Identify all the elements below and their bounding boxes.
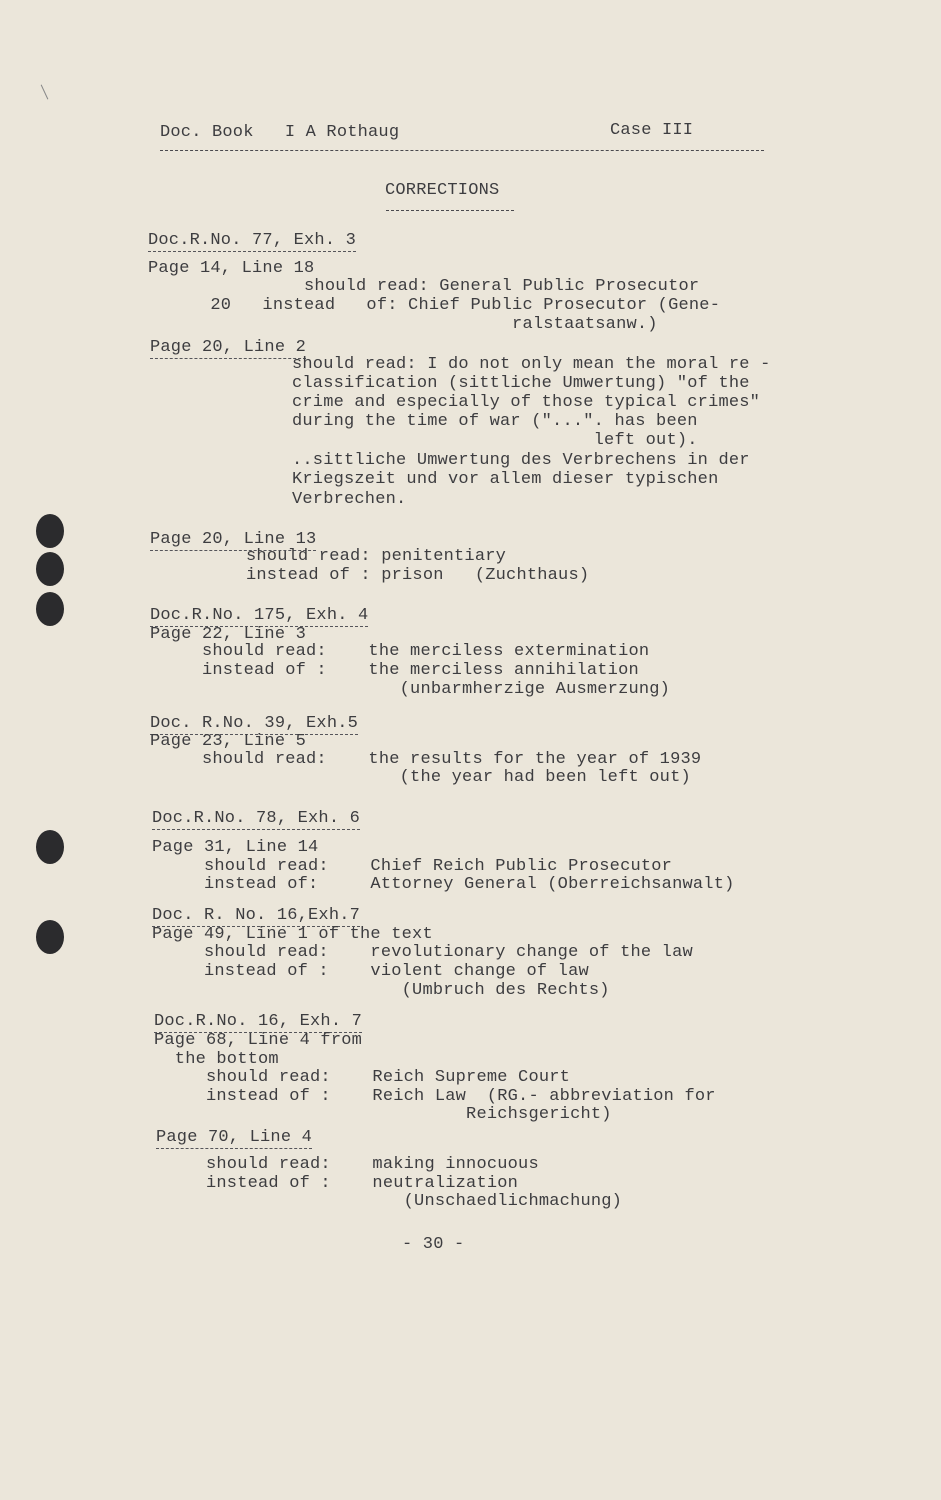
title-rule bbox=[386, 210, 514, 211]
entry-line: Page 49, Line 1 of the text bbox=[152, 925, 433, 944]
paper-mark bbox=[41, 85, 49, 100]
entry-line: (the year had been left out) bbox=[150, 768, 691, 787]
entry-line: (Unschaedlichmachung) bbox=[154, 1192, 623, 1211]
entry-line: Reichsgericht) bbox=[154, 1105, 612, 1124]
entry-reference: Page 70, Line 4 bbox=[156, 1128, 313, 1147]
entry-reference: Doc. R. No. 16,Exh.7 bbox=[152, 906, 361, 925]
entry-line: (unbarmherzige Ausmerzung) bbox=[150, 680, 671, 699]
entry-line: classification (sittliche Umwertung) "of the bbox=[292, 374, 750, 393]
entry-line: 20 instead of: Chief Public Prosecutor (Gene- bbox=[148, 296, 721, 315]
entry-line: ralstaatsanw.) bbox=[148, 315, 658, 334]
entry-line: instead of : Reich Law (RG.- abbreviation for bbox=[154, 1087, 716, 1106]
entry-line: should read: Reich Supreme Court bbox=[154, 1068, 571, 1087]
entry-line: Page 23, Line 5 bbox=[150, 732, 307, 751]
page-number: - 30 - bbox=[402, 1235, 465, 1254]
entry-reference: Doc. R.No. 39, Exh.5 bbox=[150, 714, 359, 733]
entry-line: should read: revolutionary change of the law bbox=[152, 943, 693, 962]
entry-line: Verbrechen. bbox=[292, 490, 407, 509]
entry-line: ..sittliche Umwertung des Verbrechens in der bbox=[292, 451, 750, 470]
entry-line: Kriegszeit und vor allem dieser typischen bbox=[292, 470, 719, 489]
entry-reference: Doc.R.No. 77, Exh. 3 bbox=[148, 231, 357, 250]
doc-book-header: Doc. Book I A Rothaug bbox=[160, 123, 400, 142]
entry-line: instead of: Attorney General (Oberreichsanwalt) bbox=[152, 875, 735, 894]
punch-hole bbox=[36, 830, 64, 864]
entry-line: during the time of war ("...". has been bbox=[292, 412, 698, 431]
entry-line: should read: I do not only mean the moral re - bbox=[292, 355, 771, 374]
entry-line: Page 68, Line 4 from bbox=[154, 1031, 363, 1050]
punch-hole bbox=[36, 552, 64, 586]
entry-line: should read: penitentiary bbox=[246, 547, 507, 566]
entry-reference: Page 20, Line 13 bbox=[150, 530, 317, 549]
entry-line: (Umbruch des Rechts) bbox=[152, 981, 610, 1000]
entry-line: Page 22, Line 3 bbox=[150, 625, 307, 644]
entry-line: instead of : prison (Zuchthaus) bbox=[246, 566, 590, 585]
entry-line: the bottom bbox=[154, 1050, 279, 1069]
entry-line: left out). bbox=[292, 431, 698, 450]
entry-reference: Doc.R.No. 16, Exh. 7 bbox=[154, 1012, 363, 1031]
case-header: Case III bbox=[610, 121, 694, 140]
entry-line: instead of : violent change of law bbox=[152, 962, 589, 981]
entry-line: Page 31, Line 14 bbox=[152, 838, 319, 857]
entry-line: should read: Chief Reich Public Prosecutor bbox=[152, 857, 673, 876]
punch-hole bbox=[36, 592, 64, 626]
entry-reference: Doc.R.No. 78, Exh. 6 bbox=[152, 809, 361, 828]
entry-line: crime and especially of those typical crimes" bbox=[292, 393, 761, 412]
entry-line: should read: making innocuous bbox=[154, 1155, 539, 1174]
entry-line: should read: the merciless extermination bbox=[150, 642, 650, 661]
entry-line: should read: the results for the year of 1939 bbox=[150, 750, 702, 769]
entry-reference: Doc.R.No. 175, Exh. 4 bbox=[150, 606, 369, 625]
header-rule bbox=[160, 150, 764, 151]
entry-line: instead of : neutralization bbox=[154, 1174, 519, 1193]
entry-line: Page 14, Line 18 bbox=[148, 259, 315, 278]
entry-reference: Page 20, Line 2 bbox=[150, 338, 307, 357]
entry-line: instead of : the merciless annihilation bbox=[150, 661, 639, 680]
punch-hole bbox=[36, 920, 64, 954]
punch-hole bbox=[36, 514, 64, 548]
entry-line: should read: General Public Prosecutor bbox=[148, 277, 700, 296]
page-title: CORRECTIONS bbox=[385, 181, 500, 200]
